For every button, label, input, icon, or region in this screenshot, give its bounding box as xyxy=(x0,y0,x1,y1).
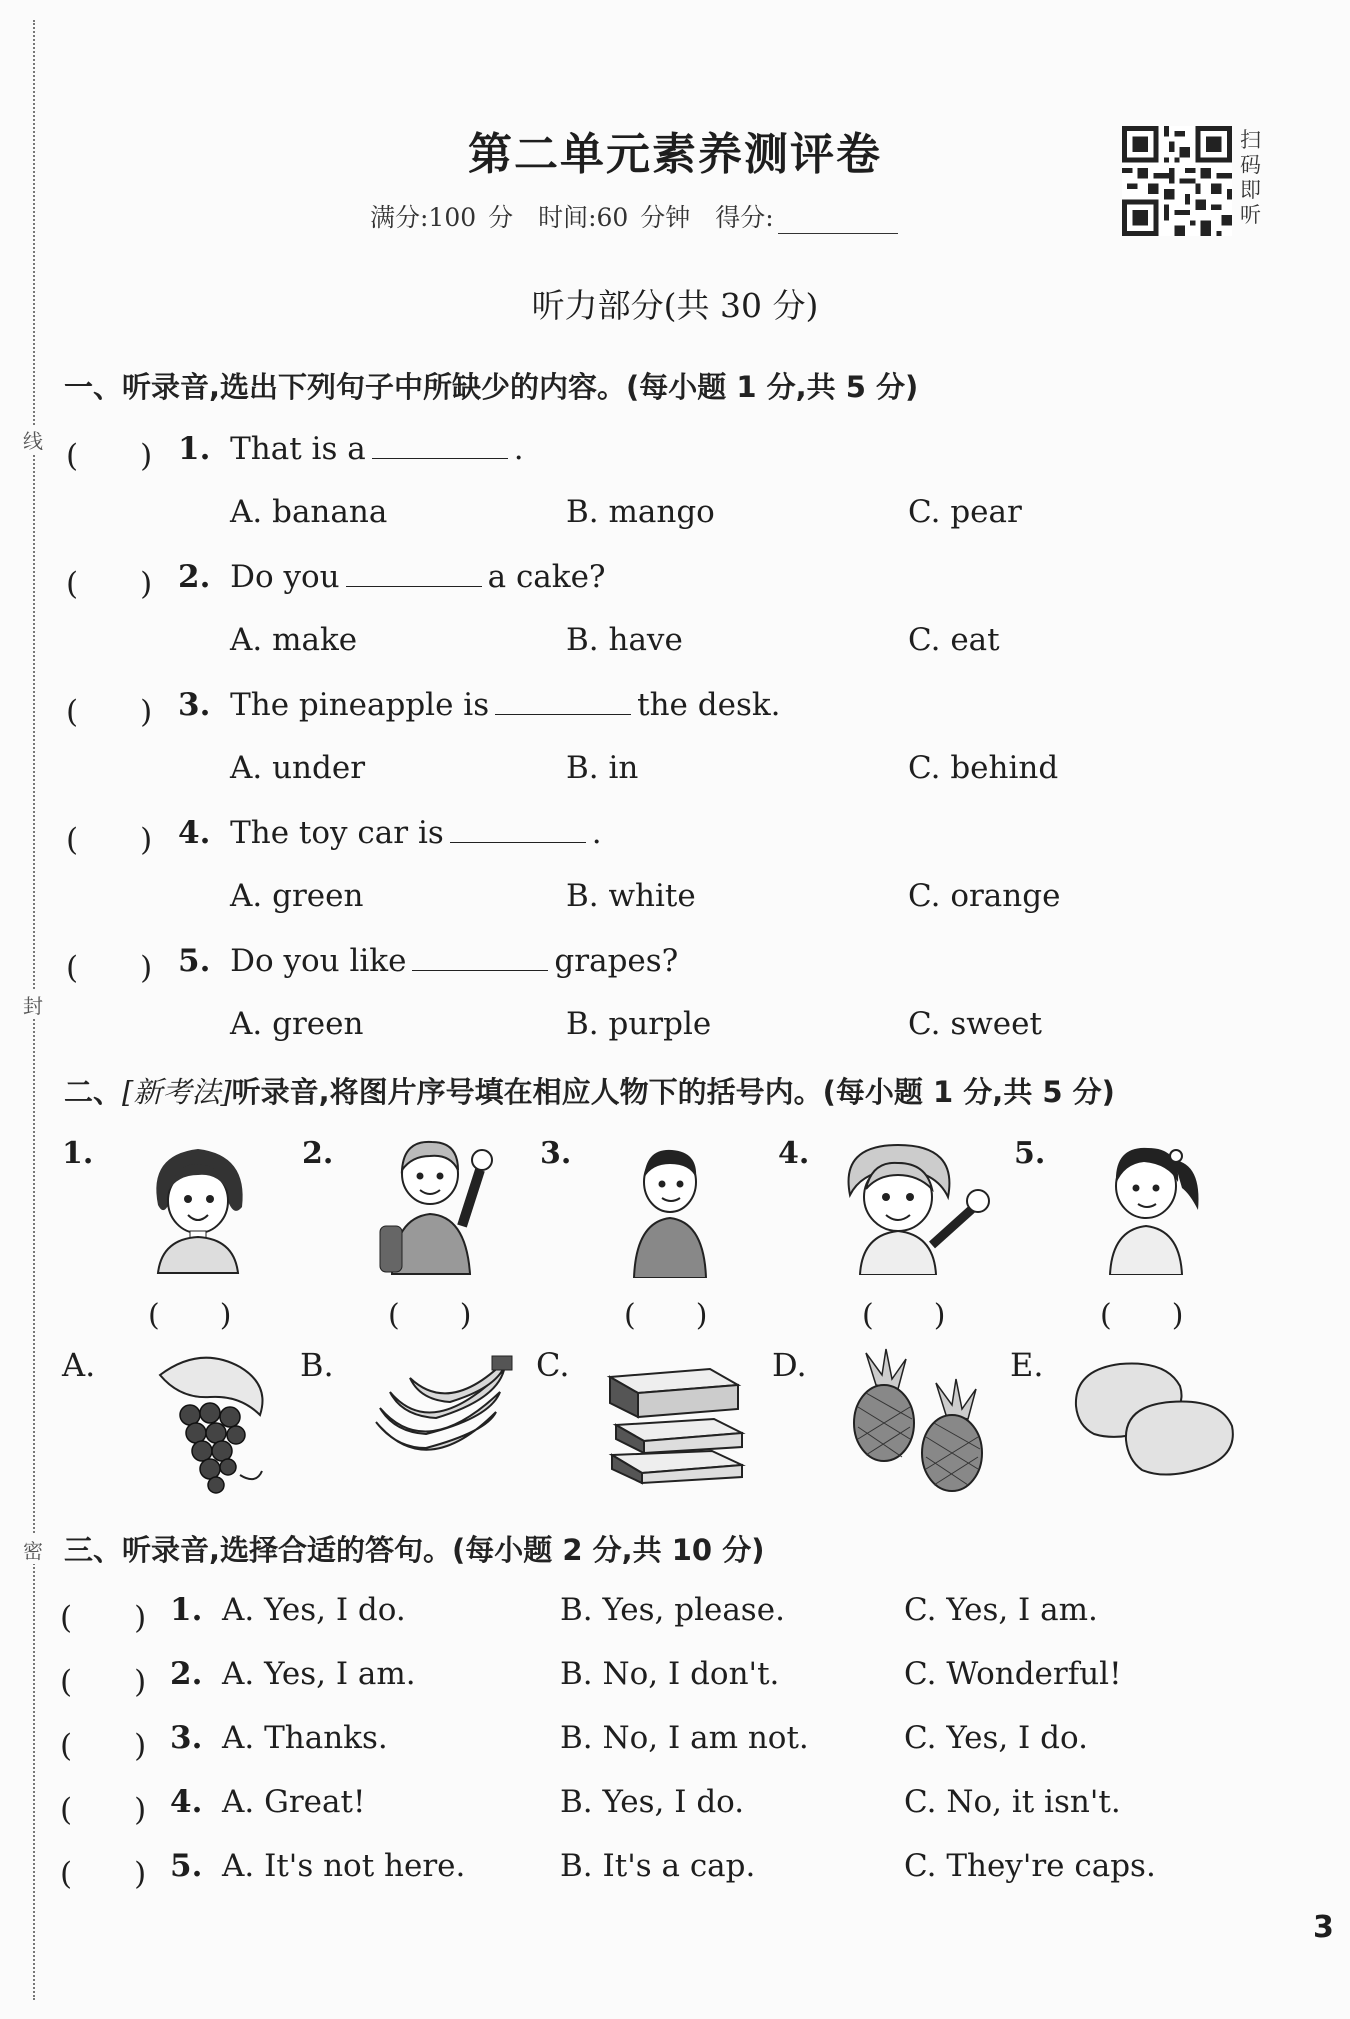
option-c[interactable]: C. Yes, I do. xyxy=(904,1720,1088,1756)
question-number: 1. xyxy=(170,1592,203,1628)
option-c[interactable]: C. No, it isn't. xyxy=(904,1784,1121,1820)
part1-heading: 一、听录音,选出下列句子中所缺少的内容。(每小题 1 分,共 5 分) xyxy=(64,370,919,404)
person-answer-paren-4[interactable]: ( ) xyxy=(862,1298,946,1333)
option-b[interactable]: B. No, I don't. xyxy=(560,1656,780,1692)
option-b[interactable]: B. in xyxy=(566,750,639,786)
part2-heading xyxy=(64,1070,1115,1111)
option-a[interactable]: A. make xyxy=(230,622,358,658)
option-a[interactable]: A. green xyxy=(230,1006,364,1042)
question-stem xyxy=(178,686,781,723)
qr-label-char: 码 xyxy=(1240,153,1261,177)
person-number-5: 5. xyxy=(1014,1136,1046,1171)
girl-curly-hair-waving-icon xyxy=(832,1135,997,1275)
option-a[interactable]: A. It's not here. xyxy=(222,1848,466,1884)
picture-letter-d: D. xyxy=(772,1346,807,1384)
boy-standing-icon xyxy=(620,1138,720,1278)
option-a[interactable]: A. under xyxy=(230,750,366,786)
option-b[interactable]: B. purple xyxy=(566,1006,712,1042)
question-stem xyxy=(178,814,602,851)
mangoes-icon xyxy=(1070,1352,1240,1482)
person-answer-paren-5[interactable]: ( ) xyxy=(1100,1298,1184,1333)
option-b[interactable]: B. No, I am not. xyxy=(560,1720,809,1756)
picture-letter-a: A. xyxy=(62,1346,96,1384)
question-text-pre: The pineapple is xyxy=(230,687,490,723)
question-number: 5. xyxy=(178,943,211,979)
question-number: 1. xyxy=(178,431,211,467)
page-number: 3 xyxy=(1313,1910,1334,1945)
question-text-pre: Do you like xyxy=(230,943,407,979)
score-info-text: 满分:100 分 时间:60 分钟 得分: xyxy=(370,203,774,232)
option-b[interactable]: B. Yes, please. xyxy=(560,1592,785,1628)
page-title: 第二单元素养测评卷 xyxy=(468,129,882,180)
part2-heading-pre: 二、 xyxy=(64,1075,123,1109)
question-number: 3. xyxy=(170,1720,203,1756)
fill-blank[interactable] xyxy=(450,814,586,843)
question-stem xyxy=(178,430,524,467)
cut-mark-feng: 封 xyxy=(18,990,48,1019)
question-text-post: . xyxy=(513,431,524,467)
option-c[interactable]: C. They're caps. xyxy=(904,1848,1156,1884)
qr-label-char: 听 xyxy=(1240,203,1261,227)
boy-waving-icon xyxy=(370,1130,500,1275)
question-text-pre: That is a xyxy=(230,431,366,467)
qr-code-icon[interactable] xyxy=(1122,126,1232,236)
question-number: 2. xyxy=(170,1656,203,1692)
books-icon xyxy=(602,1355,752,1485)
option-a[interactable]: A. banana xyxy=(230,494,388,530)
section-title: 听力部分(共 30 分) xyxy=(531,286,819,325)
new-method-badge: [新考法] xyxy=(122,1075,232,1109)
question-text-pre: The toy car is xyxy=(230,815,444,851)
option-c[interactable]: C. Yes, I am. xyxy=(904,1592,1098,1628)
answer-paren[interactable]: ( ) xyxy=(66,566,153,602)
person-answer-paren-1[interactable]: ( ) xyxy=(148,1298,232,1333)
cut-mark-mi: 密 xyxy=(18,1535,48,1564)
fill-blank[interactable] xyxy=(346,558,482,587)
option-a[interactable]: A. green xyxy=(230,878,364,914)
answer-paren[interactable]: ( ) xyxy=(60,1792,147,1828)
answer-paren[interactable]: ( ) xyxy=(60,1728,147,1764)
question-text-post: . xyxy=(591,815,602,851)
option-a[interactable]: A. Yes, I am. xyxy=(222,1656,416,1692)
option-b[interactable]: B. It's a cap. xyxy=(560,1848,756,1884)
grapes-icon xyxy=(130,1345,280,1495)
person-number-2: 2. xyxy=(302,1136,334,1171)
fill-blank[interactable] xyxy=(412,942,548,971)
answer-paren[interactable]: ( ) xyxy=(66,822,153,858)
fill-blank[interactable] xyxy=(372,430,508,459)
option-c[interactable]: C. eat xyxy=(908,622,1000,658)
option-c[interactable]: C. Wonderful! xyxy=(904,1656,1122,1692)
bananas-icon xyxy=(366,1352,516,1482)
girl-short-hair-icon xyxy=(138,1135,258,1275)
part2-heading-post: 听录音,将图片序号填在相应人物下的括号内。(每小题 1 分,共 5 分) xyxy=(231,1075,1115,1109)
pineapples-icon xyxy=(836,1345,996,1495)
fill-blank[interactable] xyxy=(495,686,631,715)
option-b[interactable]: B. Yes, I do. xyxy=(560,1784,745,1820)
answer-paren[interactable]: ( ) xyxy=(60,1600,147,1636)
question-text-post: the desk. xyxy=(637,687,781,723)
qr-label-char: 即 xyxy=(1240,178,1261,202)
answer-paren[interactable]: ( ) xyxy=(66,438,153,474)
person-number-1: 1. xyxy=(62,1136,94,1171)
picture-letter-e: E. xyxy=(1010,1346,1044,1384)
question-stem xyxy=(178,558,606,595)
question-number: 2. xyxy=(178,559,211,595)
girl-ponytail-icon xyxy=(1094,1130,1204,1275)
score-info xyxy=(370,198,898,234)
question-number: 4. xyxy=(178,815,211,851)
question-number: 5. xyxy=(170,1848,203,1884)
option-c[interactable]: C. orange xyxy=(908,878,1061,914)
answer-paren[interactable]: ( ) xyxy=(66,694,153,730)
answer-paren[interactable]: ( ) xyxy=(60,1664,147,1700)
cut-mark-xian: 线 xyxy=(18,425,48,454)
option-b[interactable]: B. have xyxy=(566,622,683,658)
answer-paren[interactable]: ( ) xyxy=(66,950,153,986)
person-number-3: 3. xyxy=(540,1136,572,1171)
option-b[interactable]: B. white xyxy=(566,878,696,914)
question-number: 4. xyxy=(170,1784,203,1820)
option-c[interactable]: C. behind xyxy=(908,750,1059,786)
option-a[interactable]: A. Yes, I do. xyxy=(222,1592,406,1628)
part3-heading: 三、听录音,选择合适的答句。(每小题 2 分,共 10 分) xyxy=(64,1533,765,1567)
answer-paren[interactable]: ( ) xyxy=(60,1856,147,1892)
question-text-post: grapes? xyxy=(554,943,679,979)
qr-label-char: 扫 xyxy=(1240,128,1261,152)
question-text-pre: Do you xyxy=(230,559,340,595)
picture-letter-c: C. xyxy=(536,1346,570,1384)
option-c[interactable]: C. sweet xyxy=(908,1006,1042,1042)
score-blank[interactable] xyxy=(778,207,898,234)
option-b[interactable]: B. mango xyxy=(566,494,715,530)
question-stem xyxy=(178,942,678,979)
option-c[interactable]: C. pear xyxy=(908,494,1022,530)
qr-label xyxy=(1240,128,1266,228)
question-number: 3. xyxy=(178,687,211,723)
person-answer-paren-2[interactable]: ( ) xyxy=(388,1298,472,1333)
person-answer-paren-3[interactable]: ( ) xyxy=(624,1298,708,1333)
picture-letter-b: B. xyxy=(300,1346,334,1384)
question-text-post: a cake? xyxy=(487,559,606,595)
option-a[interactable]: A. Thanks. xyxy=(222,1720,388,1756)
person-number-4: 4. xyxy=(778,1136,810,1171)
option-a[interactable]: A. Great! xyxy=(222,1784,366,1820)
